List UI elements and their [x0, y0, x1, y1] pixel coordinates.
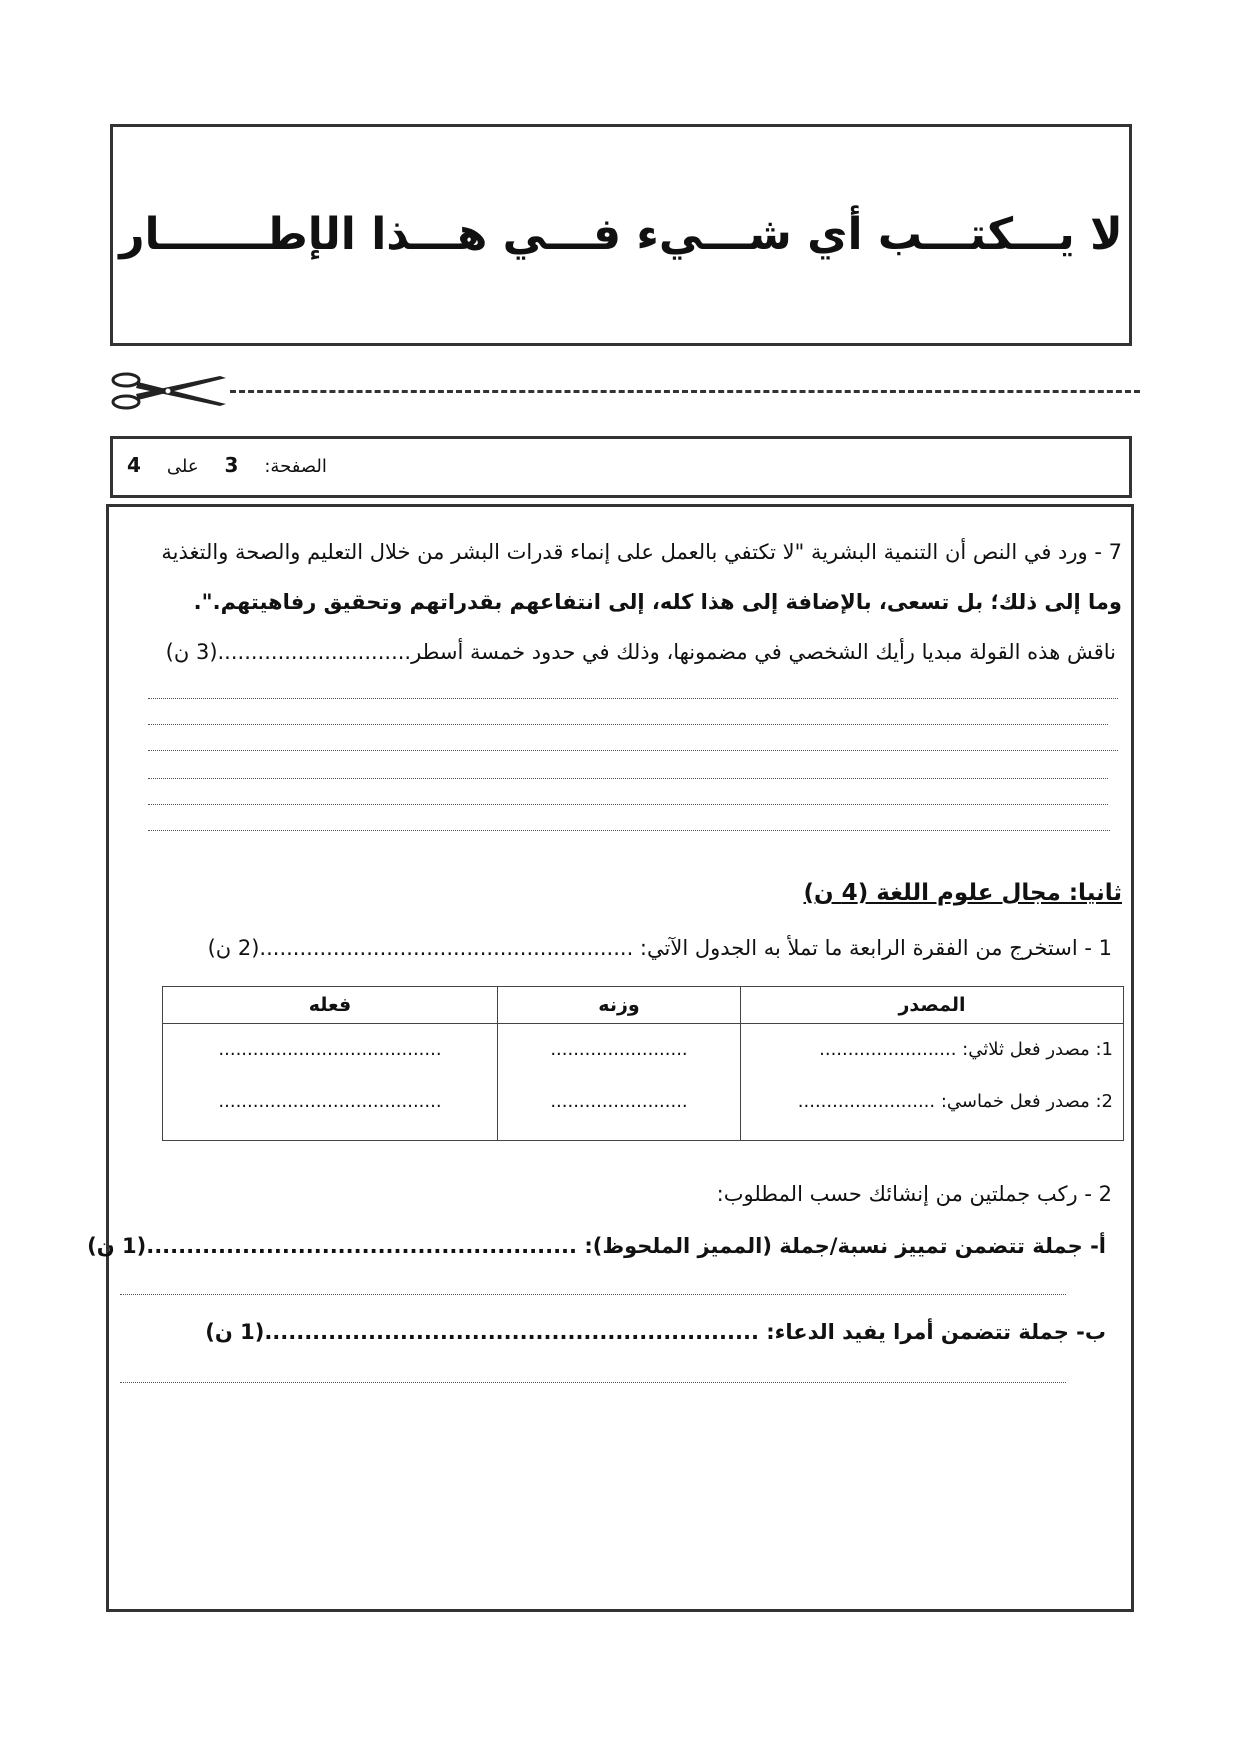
answer-line[interactable] [120, 1294, 1066, 1295]
question-1: 1 - استخرج من الفقرة الرابعة ما تملأ به الجدول الآتي: ........................................................(2 ن) [207, 936, 1112, 960]
answer-line[interactable] [148, 698, 1118, 699]
derivation-table [162, 986, 1124, 1141]
scissors-icon [110, 370, 228, 412]
question-2: 2 - ركب جملتين من إنشائك حسب المطلوب: [716, 1182, 1112, 1206]
question-2-b: ب- جملة تتضمن أمرا يفيد الدعاء: ..............................................................(1 ن) [205, 1320, 1106, 1344]
answer-line[interactable] [148, 778, 1108, 779]
table-cell-text: ....................................... [218, 1039, 442, 1060]
do-not-write-notice: لا يـــكتـــب أي شـــيء فـــي هـــذا الإطـــــــار [119, 209, 1123, 260]
table-cell-text: 1: مصدر فعل ثلاثي: ........................ [819, 1039, 1113, 1060]
section-2-title: ثانيا: مجال علوم اللغة (4 ن) [803, 880, 1122, 906]
answer-line[interactable] [148, 724, 1108, 725]
answer-line[interactable] [148, 830, 1110, 831]
table-cell-text: ....................................... [218, 1091, 442, 1112]
page-total: 4 [127, 453, 141, 477]
page-indicator-box [110, 436, 1132, 498]
table-header-masdar: المصدر [741, 987, 1124, 1024]
question-2-a: أ- جملة تتضمن تمييز نسبة/جملة (المميز الملحوظ): ......................................................(1 ن) [87, 1234, 1106, 1258]
cut-line [110, 370, 1140, 410]
table-cell-fiel[interactable] [163, 1024, 498, 1141]
question-7-line-2: وما إلى ذلك؛ بل تسعى، بالإضافة إلى هذا كله، إلى انتفاعهم بقدراتهم وتحقيق رفاهيتهم.". [193, 590, 1122, 614]
answer-line[interactable] [148, 804, 1108, 805]
table-cell-masdar[interactable] [741, 1024, 1124, 1141]
page-label: الصفحة: [264, 456, 327, 477]
table-header-wazn: وزنه [498, 987, 741, 1024]
page-separator: على [166, 456, 199, 477]
page-current: 3 [224, 453, 239, 477]
do-not-write-frame [110, 124, 1132, 346]
table-cell-text: ........................ [550, 1091, 688, 1112]
table-cell-text: 2: مصدر فعل خماسي: ........................ [797, 1091, 1113, 1112]
question-7-line-1: 7 - ورد في النص أن التنمية البشرية "لا تكتفي بالعمل على إنماء قدرات البشر من خلال التعليم والصحة والتغذية [161, 540, 1122, 564]
table-cell-text: ........................ [550, 1039, 688, 1060]
answer-line[interactable] [120, 1382, 1066, 1383]
table-header-fiel: فعله [163, 987, 498, 1024]
answer-line[interactable] [148, 750, 1118, 751]
table-cell-wazn[interactable] [498, 1024, 741, 1141]
page-indicator [127, 453, 327, 477]
question-7-instruction: ناقش هذه القولة مبديا رأيك الشخصي في مضمونها، وذلك في حدود خمسة أسطر.............................(3 ن) [165, 640, 1116, 664]
